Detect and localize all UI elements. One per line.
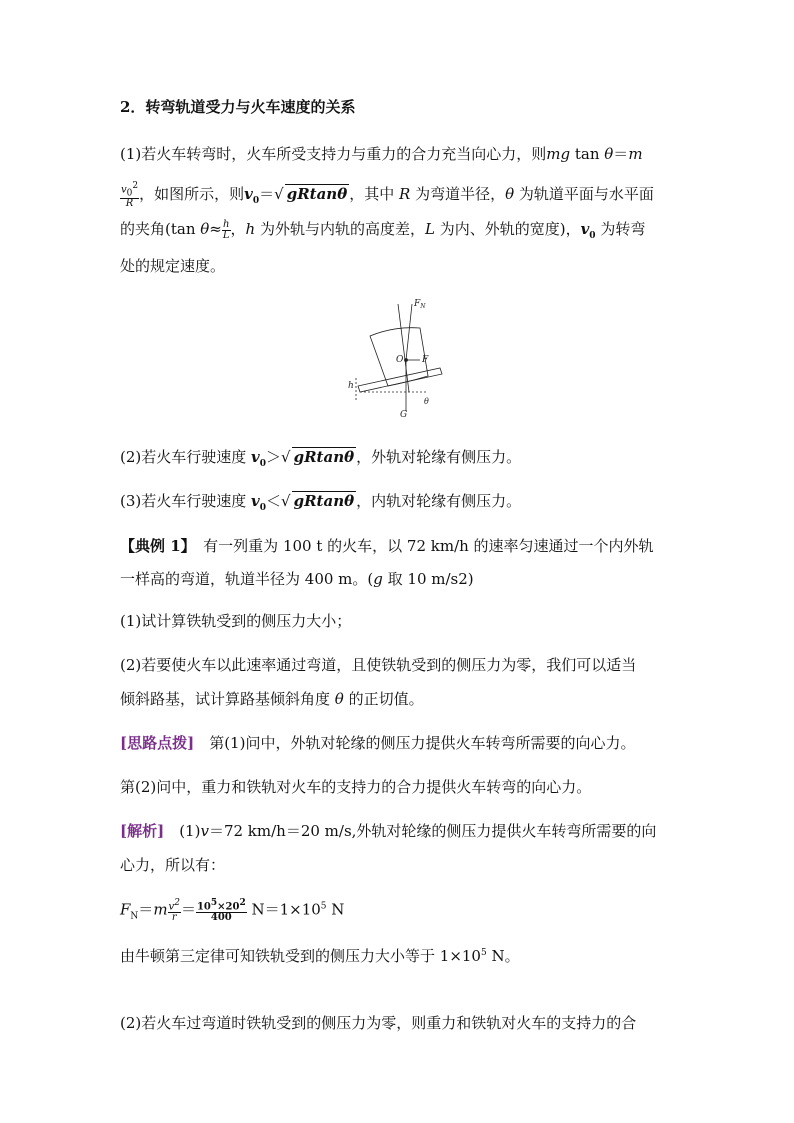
example-question-2-line-2: 倾斜路基，试计算路基倾斜角度 θ 的正切值。 xyxy=(120,690,424,708)
section-heading: 2．转弯轨道受力与火车速度的关系 xyxy=(120,98,356,116)
track-bed xyxy=(358,368,442,392)
normal-force-arrow xyxy=(406,304,412,360)
hint-line-1: [思路点拨] 第(1)问中，外轨对轮缘的侧压力提供火车转弯所需要的向心力。 xyxy=(120,734,636,752)
label-fn: $F_N$ xyxy=(414,299,426,310)
solution-line-1: [解析] (1)v＝72 km/h＝20 m/s,外轨对轮缘的侧压力提供火车转弯所需要的向 xyxy=(120,822,657,840)
label-g: G xyxy=(400,410,408,418)
hint-tag: [思路点拨] xyxy=(120,734,195,752)
solution-line-4: 由牛顿第三定律可知铁轨受到的侧压力大小等于 $1\times 10^5$ N。 xyxy=(120,947,520,965)
label-h: h xyxy=(348,381,354,391)
solution-tag: [解析] xyxy=(120,822,165,840)
fraction-numeric: $\frac{105\times 202}{400}$ xyxy=(196,898,246,924)
label-f: F xyxy=(422,355,429,365)
paragraph-3: (3)若火车行驶速度 $v_0<√$ gRtanθ ，内轨对轮缘有侧压力。 xyxy=(120,492,522,513)
example-line-2: 一样高的弯道，轨道半径为 400 m。(g 取 10 m/s2) xyxy=(120,570,474,588)
label-theta: θ xyxy=(424,397,429,406)
solution-line-5: (2)若火车过弯道时铁轨受到的侧压力为零，则重力和铁轨对火车的支持力的合 xyxy=(120,1014,637,1032)
hint-line-2: 第(2)问中，重力和铁轨对火车的支持力的合力提供火车转弯的向心力。 xyxy=(120,778,592,796)
train-curve-force-diagram xyxy=(348,296,448,418)
solution-line-2: 心力，所以有： xyxy=(120,856,226,874)
paragraph-2: (2)若火车行驶速度 $v_0>√$ gRtanθ ，外轨对轮缘有侧压力。 xyxy=(120,448,522,469)
label-o: O xyxy=(396,355,404,365)
center-point xyxy=(405,359,408,362)
fraction-v2-over-r: $\frac{v2}{r}$ xyxy=(168,898,180,924)
example-tag: 【典例 1】 xyxy=(120,537,189,555)
example-line-1: 【典例 1】 有一列重为 100 t 的火车，以 72 km/h 的速率匀速通过一个内外轨 xyxy=(120,537,654,555)
solution-formula: $F_N=m$ $\frac{v2}{r}$ ＝ $\frac{105\times 202}{400}$ $N=1\times 10^5$ N xyxy=(120,898,345,924)
example-question-1: (1)试计算铁轨受到的侧压力大小； xyxy=(120,612,352,630)
paragraph-1-line-2: $\frac{v02}{R}$ ，如图所示，则$v_0=√$ gRtanθ ，其中 R 为弯道半径，θ 为轨道平面与水平面 xyxy=(121,181,654,210)
sqrt-expression: gRtanθ xyxy=(286,185,348,204)
paragraph-1-line-3: 的夹角(tan θ≈ $\frac{h}{L}$ ，h 为外轨与内轨的高度差，L 为内、外轨的宽度)，$v_0$ 为转弯 xyxy=(120,218,646,241)
fraction-h-over-l: $\frac{h}{L}$ xyxy=(222,218,230,241)
paragraph-1-line-1: (1)若火车转弯时，火车所受支持力与重力的合力充当向心力，则mg tan θ＝m xyxy=(120,145,643,163)
fraction-v0sq-over-r: $\frac{v02}{R}$ xyxy=(121,181,139,210)
paragraph-1-line-4: 处的规定速度。 xyxy=(120,257,226,275)
example-question-2-line-1: (2)若要使火车以此速率通过弯道，且使铁轨受到的侧压力为零，我们可以适当 xyxy=(120,656,637,674)
